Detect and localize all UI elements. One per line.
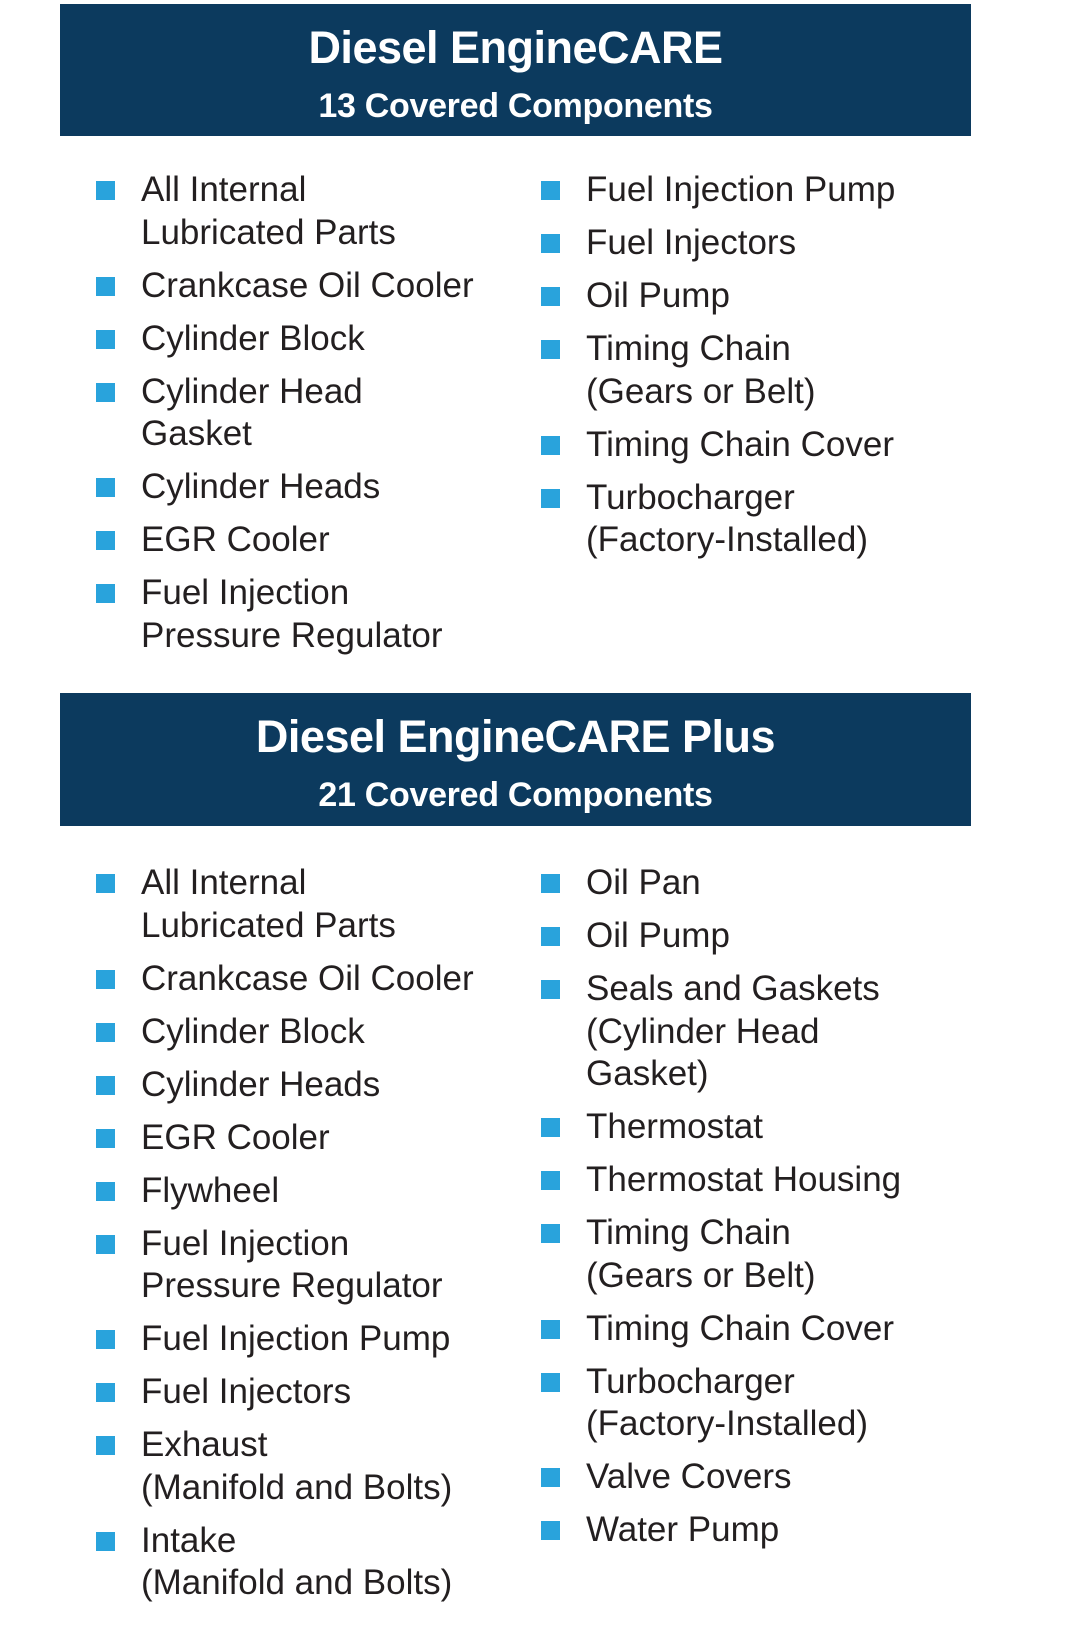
list-item — [96, 1520, 474, 1605]
item-label: Fuel Injectors — [586, 223, 797, 262]
item-label: Timing Chain Cover — [586, 424, 894, 464]
square-bullet-icon — [96, 277, 115, 296]
square-bullet-icon — [96, 1076, 115, 1095]
square-bullet-icon — [541, 436, 560, 455]
item-label: Fuel Injection Pump — [586, 170, 896, 209]
item-label: Cylinder Heads — [141, 467, 381, 506]
section-subtitle: 21 Covered Components — [318, 776, 713, 814]
item-label: All Internal Lubricated Parts — [141, 170, 396, 252]
engine-care-banner — [60, 4, 971, 136]
section-title: Diesel EngineCARE Plus — [255, 711, 776, 762]
square-bullet-icon — [541, 980, 560, 999]
item-label: Thermostat — [586, 1107, 763, 1146]
item-label: Fuel Injectors — [141, 1372, 352, 1411]
list-item — [96, 572, 474, 657]
item-label: Turbocharger (Factory-Installed) — [586, 477, 869, 559]
list-item — [541, 1106, 901, 1149]
item-label: Seals and Gaskets (Cylinder Head Gasket) — [586, 969, 880, 1093]
item-label: Cylinder Block — [141, 318, 365, 358]
list-item — [96, 1371, 474, 1414]
list-item — [541, 862, 901, 905]
item-label: Oil Pump — [586, 916, 730, 955]
section-subtitle: 13 Covered Components — [318, 87, 713, 125]
square-bullet-icon — [541, 489, 560, 508]
square-bullet-icon — [541, 234, 560, 253]
list-item — [96, 371, 474, 456]
item-label: Cylinder Block — [141, 1011, 365, 1051]
list-item — [541, 968, 901, 1096]
list-item — [541, 1308, 901, 1351]
list-item — [541, 1212, 901, 1297]
list-item — [541, 222, 895, 265]
square-bullet-icon — [96, 1330, 115, 1349]
square-bullet-icon — [541, 874, 560, 893]
square-bullet-icon — [96, 1235, 115, 1254]
list-item — [541, 477, 895, 562]
list-item — [541, 1159, 901, 1202]
item-label: Fuel Injection Pressure Regulator — [141, 573, 443, 655]
square-bullet-icon — [96, 1383, 115, 1402]
item-label: EGR Cooler — [141, 520, 330, 559]
list-item — [96, 1011, 474, 1054]
item-label: Oil Pump — [586, 276, 730, 315]
square-bullet-icon — [96, 1129, 115, 1148]
square-bullet-icon — [541, 1118, 560, 1137]
list-item — [96, 1223, 474, 1308]
list-item — [541, 328, 895, 413]
item-label: Crankcase Oil Cooler — [141, 958, 474, 998]
item-label: Flywheel — [141, 1170, 280, 1210]
square-bullet-icon — [96, 330, 115, 349]
item-label: Fuel Injection Pump — [141, 1319, 451, 1358]
item-label: Crankcase Oil Cooler — [141, 265, 474, 305]
square-bullet-icon — [541, 340, 560, 359]
square-bullet-icon — [541, 181, 560, 200]
item-label: Timing Chain (Gears or Belt) — [586, 1213, 816, 1295]
list-item — [96, 1170, 474, 1213]
square-bullet-icon — [541, 1373, 560, 1392]
list-item — [96, 169, 474, 254]
list-item — [541, 915, 901, 958]
square-bullet-icon — [541, 1224, 560, 1243]
square-bullet-icon — [541, 1521, 560, 1540]
square-bullet-icon — [541, 927, 560, 946]
square-bullet-icon — [541, 1468, 560, 1487]
list-item — [96, 1117, 474, 1160]
item-label: Cylinder Head Gasket — [141, 371, 363, 453]
list-item — [96, 958, 474, 1001]
item-label: Cylinder Heads — [141, 1064, 381, 1104]
item-label: EGR Cooler — [141, 1117, 330, 1157]
list-item — [96, 466, 474, 509]
item-label: Oil Pan — [586, 863, 701, 902]
components-list-right — [541, 862, 901, 1562]
item-label: All Internal Lubricated Parts — [141, 863, 396, 945]
item-label: Water Pump — [586, 1510, 780, 1549]
square-bullet-icon — [96, 383, 115, 402]
list-item — [541, 275, 895, 318]
square-bullet-icon — [541, 287, 560, 306]
list-item — [96, 1064, 474, 1107]
square-bullet-icon — [96, 584, 115, 603]
square-bullet-icon — [96, 1532, 115, 1551]
item-label: Turbocharger (Factory-Installed) — [586, 1361, 869, 1443]
section-title: Diesel EngineCARE — [308, 22, 723, 73]
square-bullet-icon — [96, 478, 115, 497]
list-item — [96, 862, 474, 947]
list-item — [96, 318, 474, 361]
item-label: Valve Covers — [586, 1457, 792, 1496]
square-bullet-icon — [541, 1320, 560, 1339]
components-list-left — [96, 862, 474, 1615]
components-list-right — [541, 169, 895, 572]
square-bullet-icon — [96, 970, 115, 989]
engine-care-plus-banner — [60, 693, 971, 826]
square-bullet-icon — [96, 1023, 115, 1042]
list-item — [96, 1318, 474, 1361]
square-bullet-icon — [96, 874, 115, 893]
list-item — [96, 519, 474, 562]
square-bullet-icon — [96, 1436, 115, 1455]
components-list-left — [96, 169, 474, 668]
square-bullet-icon — [96, 181, 115, 200]
square-bullet-icon — [541, 1171, 560, 1190]
item-label: Timing Chain Cover — [586, 1308, 894, 1348]
square-bullet-icon — [96, 531, 115, 550]
square-bullet-icon — [96, 1182, 115, 1201]
list-item — [541, 169, 895, 212]
list-item — [96, 1424, 474, 1509]
list-item — [541, 1509, 901, 1552]
list-item — [541, 1456, 901, 1499]
item-label: Timing Chain (Gears or Belt) — [586, 329, 816, 411]
item-label: Exhaust (Manifold and Bolts) — [141, 1425, 453, 1507]
list-item — [541, 1361, 901, 1446]
list-item — [96, 265, 474, 308]
list-item — [541, 424, 895, 467]
item-label: Fuel Injection Pressure Regulator — [141, 1223, 443, 1305]
item-label: Thermostat Housing — [586, 1160, 902, 1199]
item-label: Intake (Manifold and Bolts) — [141, 1520, 453, 1602]
